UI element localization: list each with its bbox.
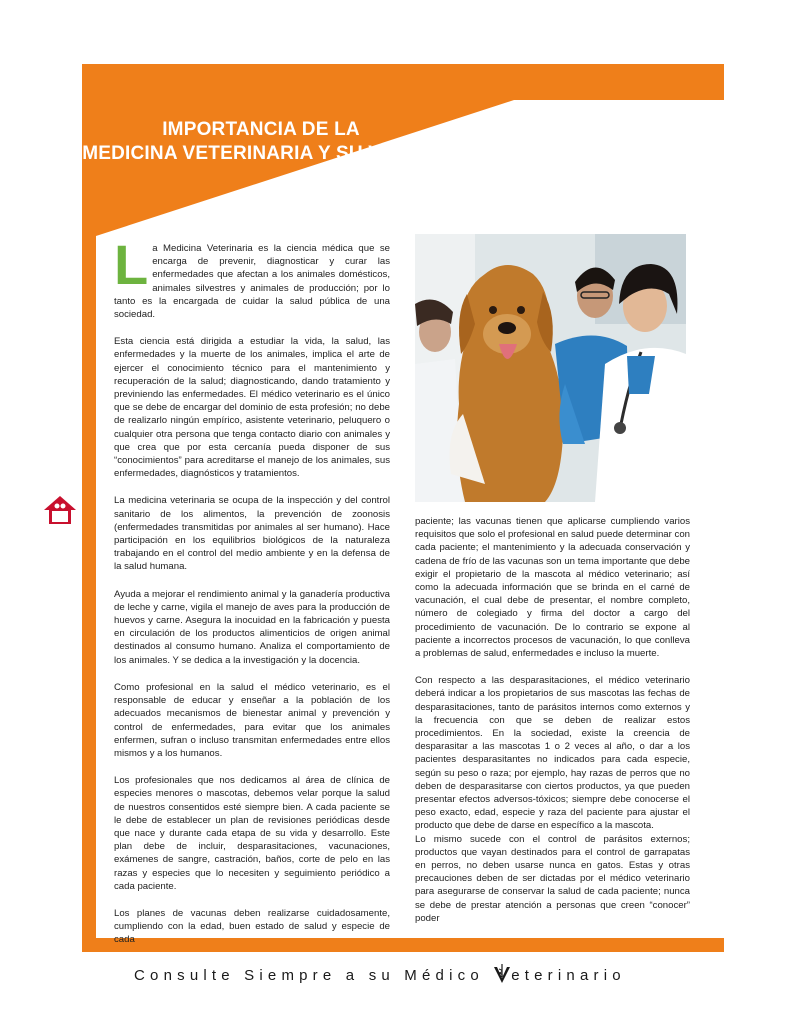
- paragraph: paciente; las vacunas tienen que aplicarse cumpliendo varios requisitos que solo el profesional en salud puede determinar con cada paciente; el mantenimiento y la adecuada conservación y cadena de frío de las vacunas son un tema importante que debe exigir el propietario de la mascota al médico veterinario; así como la adecuada información que se brinda en el carné de vacunación, el cual debe de presentar, el nombre completo, número de colegiado y firma del doctor a cargo del procedimiento de vacunación. De lo contrario se expone al paciente a incorrectos procesos de vacunación, lo que conlleva a problemas de salud, enfermedades e incluso la muerte.: [415, 516, 690, 660]
- footer-text-end: eterinario: [511, 967, 626, 984]
- page-number: 20: [56, 513, 64, 520]
- paragraph: La medicina veterinaria se ocupa de la inspección y del control sanitario de los alimentos, la prevención de zoonosis (enfermedades transmitidas por animales al ser humano). Hace participación en los equilibrios biológicos de la naturaleza trabajando en el control del medio ambiente y en la defensa de la salud humana.: [114, 495, 390, 573]
- house-page-badge-icon: [42, 494, 78, 526]
- vet-team-with-dog-photo: [415, 234, 686, 502]
- title-line-2: MEDICINA VETERINARIA Y SU VALOR.: [82, 143, 440, 164]
- dropcap-letter: L: [114, 233, 149, 296]
- vet-caduceus-v-icon: [493, 964, 511, 984]
- paragraph: Como profesional en la salud el médico veterinario, es el responsable de educar y enseñar a la población de los adecuados mecanismos de bienestar animal y prevención y control de enfermedades, para evitar que los animales enfermen, sufran o incluso transmitan enfermedades entre ellos mismos y a los humanos.: [114, 681, 390, 759]
- article-title: [82, 118, 440, 166]
- title-line-1: IMPORTANCIA DE LA: [162, 119, 360, 140]
- left-column: [114, 233, 390, 961]
- right-column: [415, 515, 690, 939]
- paragraph: Los planes de vacunas deben realizarse cuidadosamente, cumpliendo con la edad, buen estado de salud y especie de cada: [114, 907, 390, 946]
- paragraph: Con respecto a las desparasitaciones, el médico veterinario deberá indicar a los propietarios de sus mascotas las fechas de desparasitaciones, tanto de parásitos internos como externos y la frecuencia con que se deben de realizar estos procedimientos. En la sociedad, existe la creencia de desparasitar a las mascotas 1 o 2 veces al año, o dar a los pacientes desparasitantes no indicados para cada especie, según su peso o raza; por ejemplo, hay razas de perros que no deben de desparasitarse con ciertos productos, ya que pueden presentar efectos adversos-tóxicos; siempre debe conocerse el peso exacto, edad, especie y raza del paciente para ajustar el producto que debe de darse en específico a la mascota.: [415, 675, 690, 832]
- paragraph: Ayuda a mejorar el rendimiento animal y la ganadería productiva de leche y carne, vigila el manejo de aves para la producción de huevos y carne. Asegura la inocuidad en la fabricación y puesta en circulación de los productos alimenticios de origen animal destinados al consumo humano. Analiza el comportamiento de los animales. Y se dedica a la investigación y la docencia.: [114, 588, 390, 666]
- paragraph: La Medicina Veterinaria es la ciencia médica que se encarga de prevenir, diagnosticar y curar las enfermedades que afectan a los animales domésticos, animales silvestres y animales de producción; por lo tanto es la encargada de cuidar la salud pública de una sociedad.: [114, 233, 390, 321]
- footer-slogan: [134, 964, 674, 984]
- paragraph: Los profesionales que nos dedicamos al área de clínica de especies menores o mascotas, debemos velar porque la salud de nuestros consentidos esté siempre bien. A cada paciente se le debe de establecer un plan de revisiones periódicas desde que nace y durante cada etapa de su vida y desarrollo. Este plan debe de incluir, desparasitaciones, vacunaciones, exámenes de sangre, castración, baños, corte de pelo en las razas y especies que lo necesiten y seguimiento periódico a cada paciente.: [114, 775, 390, 892]
- paragraph: Lo mismo sucede con el control de parásitos externos; productos que vayan destinados para el control de garrapatas en perros, no deben usarse nunca en gatos. Estas y otras precauciones deben de ser dictadas por el médico veterinario para asegurarse de conservar la salud de cada paciente; nunca se debe de prestar atención a personas que creen “conocer” poder: [415, 833, 690, 924]
- footer-text: Consulte Siempre a su Médico: [134, 967, 494, 984]
- paragraph: Esta ciencia está dirigida a estudiar la vida, la salud, las enfermedades y la muerte de los animales, implica el arte de ejercer el conocimiento técnico para el mantenimiento y recuperación de la salud; diagnosticando, dando tratamiento y previniendo las enfermedades. El médico veterinario es el único que se debe de encargar del dominio de esta profesión; no debe de realizarlo ningún empírico, asistente veterinario, peluquero o cualquier otra persona que tenga contacto diario con animales y que crea que por esta cercanía pueda disponer de sus “conocimientos” para acreditarse el manejo de los animales, sus enfermedades, diagnósticos y tratamientos.: [114, 336, 390, 480]
